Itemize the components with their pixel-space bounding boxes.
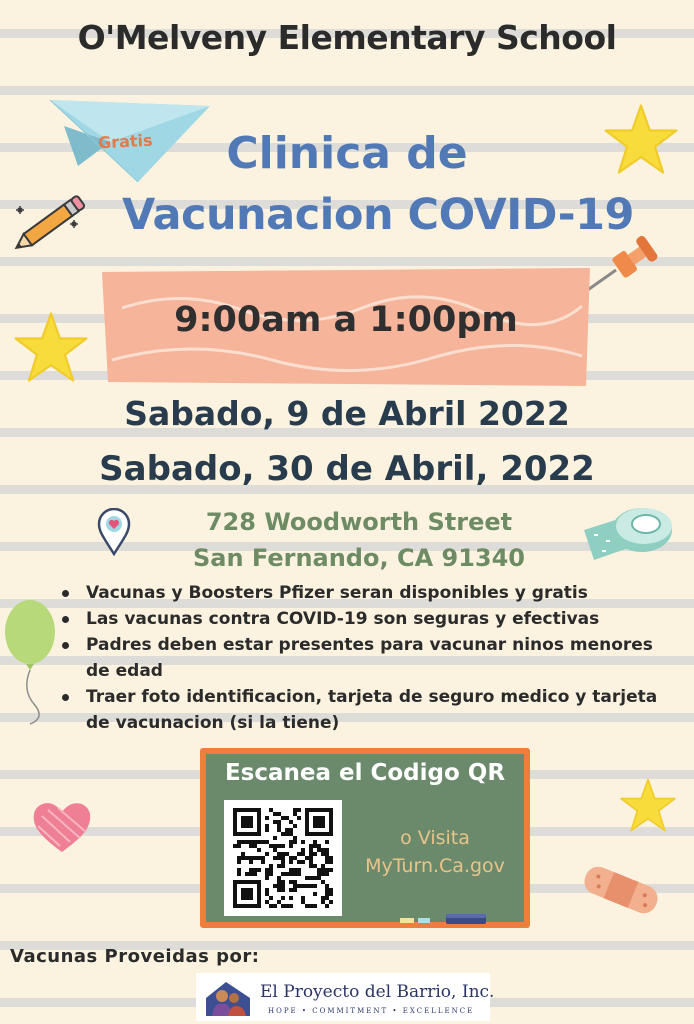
tape-roll-icon bbox=[580, 500, 678, 562]
list-item: Traer foto identificacion, tarjeta de seguro medico y tarjeta de vacunacion (si la tiene) bbox=[62, 684, 662, 736]
family-logo-icon bbox=[200, 976, 256, 1018]
chalkboard-title: Escanea el Codigo QR bbox=[224, 760, 506, 786]
address-city: San Fernando, CA 91340 bbox=[192, 544, 525, 572]
title-line-1: Clinica de bbox=[226, 128, 468, 179]
star-icon bbox=[620, 778, 676, 832]
pencil-icon bbox=[6, 188, 98, 256]
qr-code[interactable] bbox=[224, 800, 342, 916]
heart-icon bbox=[30, 798, 94, 856]
myturn-link[interactable]: MyTurn.Ca.gov bbox=[365, 855, 505, 877]
sponsor-name: El Proyecto del Barrio, Inc. bbox=[260, 982, 495, 1002]
clinic-hours: 9:00am a 1:00pm bbox=[174, 300, 518, 340]
list-item: Padres deben estar presentes para vacunar ninos menores de edad bbox=[62, 632, 662, 684]
star-icon bbox=[14, 312, 88, 382]
date-2: Sabado, 30 de Abril, 2022 bbox=[99, 449, 595, 489]
bandage-icon bbox=[580, 862, 662, 918]
visit-label: o Visita bbox=[400, 827, 470, 849]
provided-by-label: Vacunas Proveidas por: bbox=[10, 946, 260, 967]
info-list bbox=[62, 580, 662, 736]
list-item: Las vacunas contra COVID-19 son seguras y efectivas bbox=[62, 606, 662, 632]
qr-code-icon bbox=[224, 800, 342, 916]
gratis-badge: Gratis bbox=[97, 130, 153, 153]
balloon-icon bbox=[2, 598, 60, 726]
sponsor-tagline: HOPE • COMMITMENT • EXCELLENCE bbox=[268, 1007, 475, 1015]
list-item: Vacunas y Boosters Pfizer seran disponibles y gratis bbox=[62, 580, 662, 606]
date-1: Sabado, 9 de Abril 2022 bbox=[124, 394, 570, 433]
school-name: O'Melveny Elementary School bbox=[77, 18, 617, 57]
chalk-pieces bbox=[398, 912, 510, 926]
address-street: 728 Woodworth Street bbox=[205, 508, 513, 536]
title-line-2: Vacunacion COVID-19 bbox=[122, 190, 634, 240]
